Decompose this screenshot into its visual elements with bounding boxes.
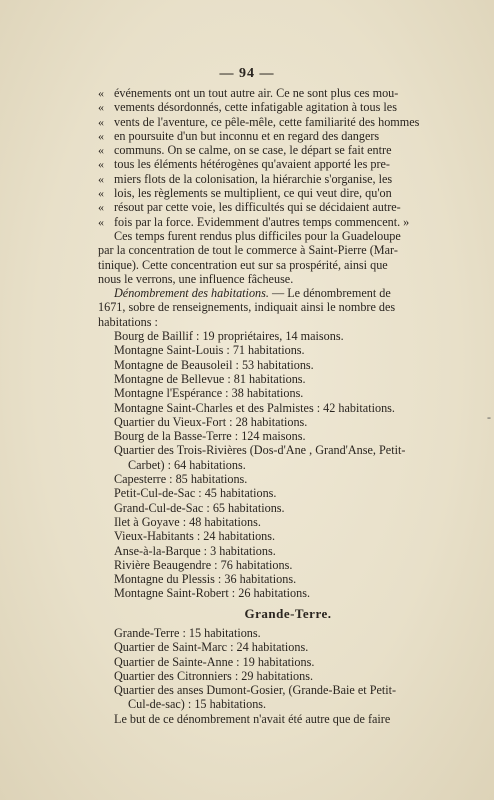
page-body	[98, 86, 462, 726]
quoted-line: « vents de l'aventure, ce pêle-mêle, cette familiarité des hommes	[98, 114, 420, 129]
quoted-line: « vements désordonnés, cette infatigable agitation à tous les	[98, 100, 397, 115]
list-item: Montagne Saint-Charles et des Palmistes : 42 habitations.	[114, 400, 395, 415]
grande-terre-list	[98, 626, 462, 712]
page-number: — 94 —	[219, 66, 275, 81]
list-item: Montagne Saint-Robert : 26 habitations.	[114, 586, 310, 601]
list-item: Quartier des Trois-Rivières (Dos-d'Ane , Grand'Anse, Petit-	[114, 443, 406, 458]
paragraph: Le but de ce dénombrement n'avait été autre que de faire	[114, 711, 391, 726]
list-item: Montagne de Bellevue : 81 habitations.	[114, 371, 306, 386]
list-item: Bourg de Baillif : 19 propriétaires, 14 maisons.	[114, 329, 344, 344]
quoted-line: « fois par la force. Evidemment d'autres temps commencent. »	[98, 214, 410, 229]
list-item: Quartier de Sainte-Anne : 19 habitations.	[114, 654, 315, 669]
paragraph-title: Dénombrement des habitations.	[114, 286, 269, 301]
list-item: Grande-Terre : 15 habitations.	[114, 625, 261, 640]
list-item: Rivière Beaugendre : 76 habitations.	[114, 557, 293, 572]
list-item: Capesterre : 85 habitations.	[114, 472, 248, 487]
list-item: Ilet à Goyave : 48 habitations.	[114, 514, 261, 529]
list-item-continuation: Cul-de-sac) : 15 habitations.	[128, 697, 267, 712]
list-item: Grand-Cul-de-Sac : 65 habitations.	[114, 500, 285, 515]
quoted-line: « tous les éléments hétérogènes qu'avaient apporté les pre-	[98, 157, 390, 172]
section-heading: Grande-Terre.	[244, 605, 332, 621]
paragraph: Ces temps furent rendus plus difficiles pour la Guadeloupe par la concentration de tout le commerce à Saint-Pierre (Mar- tinique). Cette concentration eut sur sa prospérité, ainsi que nous le verrons, une influence fâcheuse.	[98, 228, 401, 286]
list-item: Montagne Saint-Louis : 71 habitations.	[114, 343, 305, 358]
list-item: Vieux-Habitants : 24 habitations.	[114, 529, 276, 544]
quoted-line: « miers flots de la colonisation, la hiérarchie s'organise, les	[98, 171, 393, 186]
margin-mark: -	[487, 410, 491, 424]
list-item: Montagne l'Espérance : 38 habitations.	[114, 386, 304, 401]
list-item: Quartier du Vieux-Fort : 28 habitations.	[114, 414, 308, 429]
quoted-line: « résout par cette voie, les difficultés qui se décidaient autre-	[98, 200, 401, 215]
quoted-passage	[98, 86, 462, 229]
list-item: Montagne du Plessis : 36 habitations.	[114, 572, 297, 587]
list-item: Anse-à-la-Barque : 3 habitations.	[114, 543, 276, 558]
list-item: Quartier de Saint-Marc : 24 habitations.	[114, 640, 309, 655]
list-item: Bourg de la Basse-Terre : 124 maisons.	[114, 429, 306, 444]
basse-terre-list	[98, 329, 462, 601]
list-item: Petit-Cul-de-Sac : 45 habitations.	[114, 486, 277, 501]
quoted-line: « événements ont un tout autre air. Ce ne sont plus ces mou-	[98, 86, 399, 100]
quoted-line: « lois, les règlements se multiplient, ce qui veut dire, qu'on	[98, 186, 392, 201]
list-item-continuation: Carbet) : 64 habitations.	[128, 457, 246, 472]
paragraph-census: Dénombrement des habitations. — Le dénombrement de 1671, sobre de renseignements, indiquait ainsi le nombre des habitations :	[98, 286, 396, 329]
quoted-line: « communs. On se calme, on se case, le départ se fait entre	[98, 143, 392, 158]
quoted-line: « en poursuite d'un but inconnu et en regard des dangers	[98, 128, 380, 143]
list-item: Quartier des anses Dumont-Gosier, (Grande-Baie et Petit-	[114, 683, 397, 698]
list-item: Quartier des Citronniers : 29 habitations.	[114, 668, 314, 683]
list-item: Montagne de Beausoleil : 53 habitations.	[114, 357, 314, 372]
